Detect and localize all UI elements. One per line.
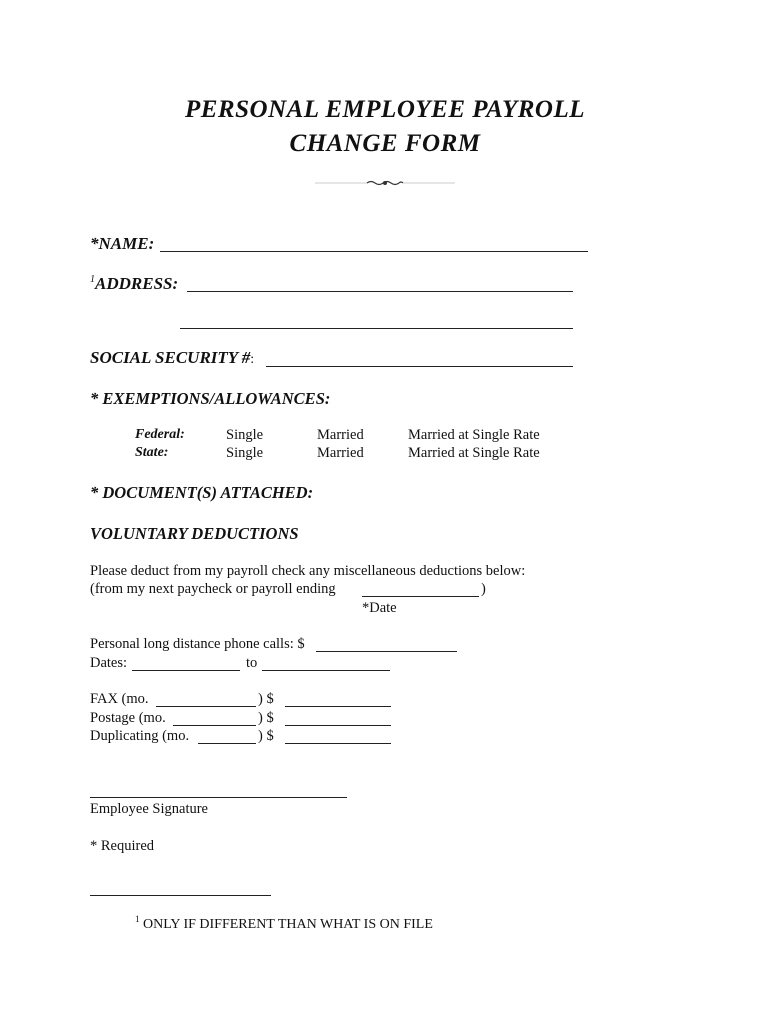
phone-calls-label: Personal long distance phone calls: $ xyxy=(90,636,305,652)
address-footnote-marker: 1 xyxy=(90,274,95,285)
date-caption: *Date xyxy=(362,600,397,616)
exemptions-label: * EXEMPTIONS/ALLOWANCES: xyxy=(90,389,331,408)
federal-label: Federal: xyxy=(135,427,185,442)
address-label-text: ADDRESS: xyxy=(95,274,179,293)
form-title-line2: CHANGE FORM xyxy=(289,130,481,157)
dates-from-field[interactable] xyxy=(132,656,240,671)
voluntary-intro-line2-suffix: ) xyxy=(481,581,486,597)
fax-label: FAX (mo. xyxy=(90,691,149,707)
address-label xyxy=(90,274,178,294)
dates-label: Dates: xyxy=(90,655,128,671)
required-note: * Required xyxy=(90,838,155,854)
name-label: *NAME: xyxy=(90,234,155,253)
fax-amount-field[interactable] xyxy=(285,692,391,707)
voluntary-intro-line2-prefix: (from my next paycheck or payroll ending xyxy=(90,581,336,597)
address-field-line2[interactable] xyxy=(180,312,573,329)
footnote xyxy=(135,914,433,933)
ssn-label xyxy=(90,348,254,368)
duplicating-month-field[interactable] xyxy=(198,729,256,744)
state-label: State: xyxy=(135,445,169,460)
fax-close-paren: ) $ xyxy=(258,691,274,707)
ssn-field[interactable] xyxy=(266,350,573,367)
duplicating-amount-field[interactable] xyxy=(285,729,391,744)
fax-month-field[interactable] xyxy=(156,692,256,707)
name-field[interactable] xyxy=(160,235,588,252)
federal-option-single[interactable]: Single xyxy=(226,427,264,443)
footnote-text: ONLY IF DIFFERENT THAN WHAT IS ON FILE xyxy=(143,917,433,932)
postage-close-paren: ) $ xyxy=(258,710,274,726)
payroll-ending-date-field[interactable] xyxy=(362,582,479,597)
employee-signature-line[interactable] xyxy=(90,797,347,798)
voluntary-intro-line1: Please deduct from my payroll check any miscellaneous deductions below: xyxy=(90,563,526,579)
form-title-line1: PERSONAL EMPLOYEE PAYROLL xyxy=(184,96,586,123)
documents-attached-label: * DOCUMENT(S) ATTACHED: xyxy=(90,483,314,502)
address-field-line1[interactable] xyxy=(187,275,573,292)
federal-option-married[interactable]: Married xyxy=(317,427,364,443)
phone-calls-amount-field[interactable] xyxy=(316,637,457,652)
state-option-single[interactable]: Single xyxy=(226,445,264,461)
duplicating-label: Duplicating (mo. xyxy=(90,728,190,744)
employee-signature-label: Employee Signature xyxy=(90,801,208,817)
ornament-divider-icon xyxy=(315,178,455,188)
state-option-married[interactable]: Married xyxy=(317,445,364,461)
postage-amount-field[interactable] xyxy=(285,711,391,726)
duplicating-close-paren: ) $ xyxy=(258,728,274,744)
footnote-marker: 1 xyxy=(135,914,140,924)
dates-to-label: to xyxy=(246,655,258,671)
postage-label: Postage (mo. xyxy=(90,710,166,726)
footnote-separator xyxy=(90,895,271,896)
federal-option-married-single-rate[interactable]: Married at Single Rate xyxy=(408,427,540,443)
ssn-label-text: SOCIAL SECURITY # xyxy=(90,348,251,367)
dates-to-field[interactable] xyxy=(262,656,390,671)
state-option-married-single-rate[interactable]: Married at Single Rate xyxy=(408,445,540,461)
postage-month-field[interactable] xyxy=(173,711,256,726)
ssn-label-colon: : xyxy=(250,352,255,367)
voluntary-deductions-heading: VOLUNTARY DEDUCTIONS xyxy=(90,524,299,543)
